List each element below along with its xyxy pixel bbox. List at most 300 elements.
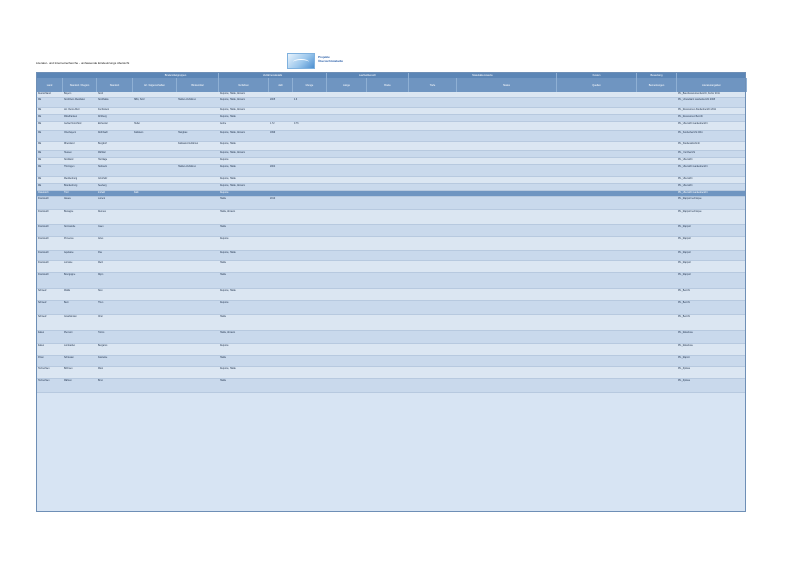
table-cell: Mähren: [64, 380, 72, 382]
table-cell: Tschechien: [38, 380, 50, 382]
table-cell: Deponie, Halde, Abraum: [220, 93, 246, 95]
table-cell: Halde, Abraum: [220, 211, 236, 213]
table-row[interactable]: [37, 289, 745, 301]
table-cell: [177, 184, 219, 191]
table-row[interactable]: [37, 184, 745, 191]
table-cell: [177, 177, 219, 184]
table-cell: [327, 237, 367, 251]
column-header[interactable]: Literaturangaben: [677, 78, 747, 92]
table-cell: [327, 331, 367, 344]
table-cell: Deponie: [220, 238, 229, 240]
table-cell: Deponie, Halde, Abraum: [220, 152, 246, 154]
table-cell: Metz: [98, 262, 103, 264]
table-cell: [409, 301, 457, 315]
table-cell: [557, 122, 637, 131]
table-cell: [177, 356, 219, 367]
table-cell: [133, 151, 177, 158]
table-cell: [177, 344, 219, 356]
table-cell: Caen: [98, 226, 104, 228]
table-cell: [177, 331, 219, 344]
table-row[interactable]: [37, 315, 745, 331]
table-cell: Burgdorf: [98, 143, 107, 145]
table-cell: PIL_Rapport technique: [678, 198, 702, 200]
table-cell: Nord: [98, 93, 103, 95]
table-cell: Böhmen: [64, 368, 73, 370]
table-cell: Harzlage: [98, 159, 108, 161]
column-header[interactable]: Land: [37, 78, 63, 92]
table-cell: [177, 210, 219, 225]
table-cell: [637, 165, 677, 177]
table-cell: [457, 210, 557, 225]
table-cell: [367, 210, 409, 225]
table-cell: 1.72: [270, 123, 275, 125]
table-cell: Mecklenburg: [64, 178, 78, 180]
table-cell: [457, 273, 557, 289]
table-cell: [637, 184, 677, 191]
table-cell: [327, 356, 367, 367]
table-cell: [367, 237, 409, 251]
table-cell: [293, 184, 327, 191]
table-cell: Frankreich: [38, 198, 49, 200]
table-cell: Grünholz: [98, 178, 108, 180]
table-cell: [133, 261, 177, 273]
table-cell: [327, 142, 367, 151]
table-cell: [269, 273, 293, 289]
column-header-row: [37, 78, 745, 92]
table-cell: [637, 122, 677, 131]
table-cell: PIL_Bau-Ressourcenbericht, Kurfer 2011: [678, 93, 720, 95]
column-header[interactable]: Status: [457, 78, 557, 92]
table-cell: [293, 331, 327, 344]
table-cell: Halde: [220, 357, 227, 359]
table-cell: [269, 142, 293, 151]
table-cell: [293, 108, 327, 115]
table-cell: [409, 331, 457, 344]
table-cell: [637, 210, 677, 225]
table-cell: [133, 331, 177, 344]
table-cell: Deponie, Halde, Abraum: [220, 99, 246, 101]
table-cell: [637, 367, 677, 379]
table-cell: [293, 177, 327, 184]
table-cell: [557, 158, 637, 165]
table-cell: [293, 142, 327, 151]
table-cell: [293, 151, 327, 158]
table-row[interactable]: [37, 142, 745, 151]
table-cell: [293, 289, 327, 301]
table-cell: Bern: [64, 302, 69, 304]
column-header[interactable]: Quellen: [557, 78, 637, 92]
column-header[interactable]: Art / Eigenschaften: [133, 78, 177, 92]
table-cell: Frankreich: [38, 252, 49, 254]
table-row[interactable]: [37, 367, 745, 379]
table-cell: PIL_Übersicht: [678, 159, 693, 161]
table-cell: Lombardei: [64, 345, 75, 347]
table-cell: [133, 165, 177, 177]
table-cell: [557, 131, 637, 142]
table-cell: [133, 142, 177, 151]
logo-line1: Projekte: [318, 55, 330, 59]
table-cell: [177, 367, 219, 379]
column-header[interactable]: Jahr: [269, 78, 293, 92]
table-cell: Piemont: [64, 332, 73, 334]
table-cell: Halde: [220, 274, 227, 276]
group-header: Bindemittelgruppen: [133, 73, 219, 78]
table-cell: [177, 261, 219, 273]
table-cell: [293, 197, 327, 210]
table-cell: [637, 108, 677, 115]
table-cell: [557, 367, 637, 379]
table-cell: [409, 237, 457, 251]
table-row[interactable]: [37, 301, 745, 315]
table-row[interactable]: [37, 379, 745, 393]
table-cell: [133, 158, 177, 165]
table-cell: [327, 115, 367, 122]
table-cell: [367, 151, 409, 158]
table-cell: Italien: [38, 345, 45, 347]
table-cell: Rheinland: [64, 143, 75, 145]
table-row[interactable]: [37, 225, 745, 237]
table-cell: PIL_Sonderbericht 2011: [678, 132, 703, 134]
table-cell: Arles: [98, 238, 104, 240]
table-cell: [177, 289, 219, 301]
table-cell: [637, 158, 677, 165]
table-cell: Fuchsstein: [98, 109, 110, 111]
table-cell: [367, 158, 409, 165]
table-row[interactable]: [37, 273, 745, 289]
table-cell: Deponie, Halde, Abraum: [220, 132, 246, 134]
table-cell: [457, 225, 557, 237]
table-cell: [133, 273, 177, 289]
table-cell: [327, 225, 367, 237]
table-cell: [177, 158, 219, 165]
table-cell: PIL_Übersicht Landesbericht: [678, 166, 708, 168]
table-cell: Halde: [220, 198, 227, 200]
table-cell: [637, 251, 677, 261]
table-cell: [133, 251, 177, 261]
table-cell: Nordhalde: [98, 99, 109, 101]
table-row[interactable]: [37, 210, 745, 225]
table-cell: Italien: [38, 332, 45, 334]
table-cell: Nordland: [64, 159, 74, 161]
table-cell: Aquitaine: [64, 252, 74, 254]
table-cell: [409, 261, 457, 273]
table-cell: [637, 131, 677, 142]
table-row[interactable]: [37, 122, 745, 131]
table-cell: Österreich: [38, 192, 49, 194]
table-cell: [409, 367, 457, 379]
table-row[interactable]: [37, 158, 745, 165]
table-cell: [133, 237, 177, 251]
table-cell: [293, 158, 327, 165]
table-cell: [133, 225, 177, 237]
table-cell: [637, 115, 677, 122]
table-cell: [457, 301, 557, 315]
table-cell: [557, 151, 637, 158]
table-cell: [457, 237, 557, 251]
table-cell: [367, 108, 409, 115]
table-cell: [293, 237, 327, 251]
table-cell: [409, 131, 457, 142]
table-cell: [177, 197, 219, 210]
table-cell: Halde: [220, 262, 227, 264]
table-cell: [327, 177, 367, 184]
table-cell: 2004: [270, 166, 276, 168]
table-row[interactable]: [37, 151, 745, 158]
table-cell: [367, 184, 409, 191]
table-cell: [637, 261, 677, 273]
table-cell: PIL_Ressourcen Bericht: [678, 116, 703, 118]
table-cell: Most: [98, 368, 103, 370]
table-cell: DE: [38, 178, 42, 180]
table-cell: [133, 344, 177, 356]
table-cell: DE: [38, 152, 42, 154]
table-cell: [327, 367, 367, 379]
table-cell: [409, 151, 457, 158]
table-cell: Halde: [220, 226, 227, 228]
table-row[interactable]: [37, 237, 745, 251]
table-cell: [269, 158, 293, 165]
table-row[interactable]: [37, 197, 745, 210]
table-cell: [367, 261, 409, 273]
table-cell: [177, 225, 219, 237]
group-header: Verfahrensdetails: [219, 73, 327, 78]
table-cell: [637, 301, 677, 315]
table-cell: Lorraine: [64, 262, 73, 264]
table-cell: Deponie, Halde, Abraum: [220, 109, 246, 111]
table-cell: PIL_Rapport: [678, 274, 691, 276]
table-cell: [637, 197, 677, 210]
table-cell: Schweiz: [38, 290, 47, 292]
table-cell: [457, 184, 557, 191]
table-cell: PIL_Rapport technique: [678, 211, 702, 213]
table-cell: [327, 315, 367, 331]
table-row[interactable]: [37, 98, 745, 108]
table-cell: [133, 315, 177, 331]
table-cell: [327, 289, 367, 301]
table-cell: Kalksand-Verfahren: [178, 143, 199, 145]
table-row[interactable]: [37, 165, 745, 177]
table-cell: Halden-Verfahren: [178, 166, 197, 168]
table-cell: [367, 142, 409, 151]
table-cell: Schlesien: [64, 357, 74, 359]
table-cell: Hessen: [64, 152, 72, 154]
table-cell: 1999: [270, 132, 276, 134]
table-cell: [409, 158, 457, 165]
table-cell: [637, 151, 677, 158]
table-cell: Deponie: [220, 159, 229, 161]
table-cell: Tirol: [64, 192, 69, 194]
table-cell: Sion: [98, 290, 103, 292]
table-cell: [637, 98, 677, 108]
table-cell: [367, 177, 409, 184]
table-cell: [367, 331, 409, 344]
table-cell: [557, 301, 637, 315]
table-cell: [557, 115, 637, 122]
table-cell: Frankreich: [38, 238, 49, 240]
table-cell: [457, 331, 557, 344]
table-cell: [293, 210, 327, 225]
table-cell: [457, 197, 557, 210]
table-cell: [293, 165, 327, 177]
table-cell: [557, 315, 637, 331]
table-cell: Alsace: [64, 198, 71, 200]
group-header: Bewertung: [637, 73, 677, 78]
table-cell: PIL_Rapport: [678, 226, 691, 228]
table-cell: Halde: [220, 380, 227, 382]
table-cell: Mühltal: [98, 152, 106, 154]
table-cell: [269, 151, 293, 158]
table-cell: [269, 184, 293, 191]
table-cell: 2010: [270, 198, 276, 200]
table-cell: [327, 184, 367, 191]
table-row[interactable]: [37, 251, 745, 261]
table-cell: [409, 251, 457, 261]
column-header[interactable]: Bemerkungen: [637, 78, 677, 92]
table-cell: PIL_Rapport: [678, 238, 691, 240]
table-row[interactable]: [37, 108, 745, 115]
table-cell: [557, 184, 637, 191]
logo-text: [318, 55, 343, 63]
table-cell: [409, 379, 457, 393]
table-cell: Tschechien: [38, 368, 50, 370]
table-cell: PIL_Umweltamt Landesbericht 2008: [678, 99, 716, 101]
table-cell: DE: [38, 123, 42, 125]
table-cell: [637, 225, 677, 237]
table-cell: [409, 98, 457, 108]
table-cell: [327, 98, 367, 108]
table-cell: [293, 115, 327, 122]
table-cell: PIL_Übersicht: [678, 185, 693, 187]
table-cell: Deutschland: [38, 93, 51, 95]
table-cell: Seeberg: [98, 185, 107, 187]
table-cell: [457, 379, 557, 393]
column-header[interactable]: Menge: [293, 78, 327, 92]
table-cell: DE: [38, 143, 42, 145]
table-cell: Katowice: [98, 357, 108, 359]
table-cell: DE: [38, 99, 42, 101]
table-cell: Wallis: [64, 290, 71, 292]
table-cell: [269, 301, 293, 315]
table-cell: Normandie: [64, 226, 76, 228]
table-cell: [367, 115, 409, 122]
column-header[interactable]: Breite: [367, 78, 409, 92]
table-cell: [293, 344, 327, 356]
table-cell: [637, 289, 677, 301]
table-row[interactable]: [37, 115, 745, 122]
table-cell: [409, 142, 457, 151]
table-cell: [133, 115, 177, 122]
table-cell: [457, 108, 557, 115]
table-cell: [457, 251, 557, 261]
table-cell: [457, 115, 557, 122]
table-cell: DE: [38, 185, 42, 187]
table-cell: 2005: [270, 99, 276, 101]
table-cell: Lorient: [98, 198, 106, 200]
table-cell: [293, 356, 327, 367]
table-cell: Thüringen: [64, 166, 75, 168]
table-cell: [557, 344, 637, 356]
table-cell: [457, 261, 557, 273]
table-cell: [457, 289, 557, 301]
table-cell: PIL_Rapport: [678, 262, 691, 264]
table-cell: [177, 315, 219, 331]
table-cell: [409, 210, 457, 225]
table-cell: 4.6: [294, 99, 298, 101]
table-cell: [367, 98, 409, 108]
table-cell: [133, 289, 177, 301]
table-cell: [327, 108, 367, 115]
table-cell: [367, 165, 409, 177]
table-cell: [177, 251, 219, 261]
table-cell: Deponie: [220, 345, 229, 347]
table-cell: [293, 301, 327, 315]
table-cell: Chur: [98, 316, 103, 318]
table-cell: [327, 251, 367, 261]
table-cell: [269, 379, 293, 393]
table-cell: [457, 142, 557, 151]
table-cell: Graubünden: [64, 316, 77, 318]
table-row[interactable]: [37, 356, 745, 367]
table-row[interactable]: [37, 331, 745, 344]
table-cell: [133, 210, 177, 225]
column-header[interactable]: Standort: [97, 78, 133, 92]
table-cell: [177, 273, 219, 289]
table-cell: [367, 367, 409, 379]
table-cell: [133, 177, 177, 184]
table-cell: Kalkstein: [134, 132, 144, 134]
column-header[interactable]: Tiefe: [409, 78, 457, 92]
table-cell: [409, 315, 457, 331]
table-cell: Bayern: [64, 93, 72, 95]
column-header[interactable]: Verfahren: [219, 78, 269, 92]
table-cell: [293, 251, 327, 261]
table-cell: [367, 344, 409, 356]
table-cell: [177, 115, 219, 122]
group-header: Materialkennwerte: [409, 73, 557, 78]
table-cell: [557, 261, 637, 273]
table-cell: [269, 210, 293, 225]
table-cell: [457, 122, 557, 131]
table-row[interactable]: [37, 344, 745, 356]
table-row[interactable]: [37, 131, 745, 142]
table-cell: [637, 142, 677, 151]
table-cell: [327, 165, 367, 177]
table-cell: Deponie, Halde, Abraum: [220, 185, 246, 187]
table-cell: [269, 251, 293, 261]
table-row[interactable]: [37, 177, 745, 184]
column-header[interactable]: Bindemittel: [177, 78, 219, 92]
table-cell: PIL_Relazione: [678, 345, 693, 347]
table-cell: [557, 356, 637, 367]
table-cell: Heller: [134, 123, 140, 125]
table-cell: Halde: [220, 316, 227, 318]
table-cell: PIL_Bericht: [678, 302, 690, 304]
table-cell: [409, 108, 457, 115]
column-header[interactable]: Standort / Region: [63, 78, 97, 92]
table-cell: [637, 237, 677, 251]
table-cell: [557, 142, 637, 151]
table-cell: [409, 225, 457, 237]
table-cell: Bourgogne: [64, 274, 76, 276]
table-cell: [327, 261, 367, 273]
group-header: Laufzeitbereich: [327, 73, 409, 78]
column-header[interactable]: Länge: [327, 78, 367, 92]
table-cell: Polen: [38, 357, 44, 359]
table-cell: [367, 122, 409, 131]
table-cell: Frankreich: [38, 274, 49, 276]
table-row[interactable]: [37, 261, 745, 273]
table-cell: [637, 356, 677, 367]
